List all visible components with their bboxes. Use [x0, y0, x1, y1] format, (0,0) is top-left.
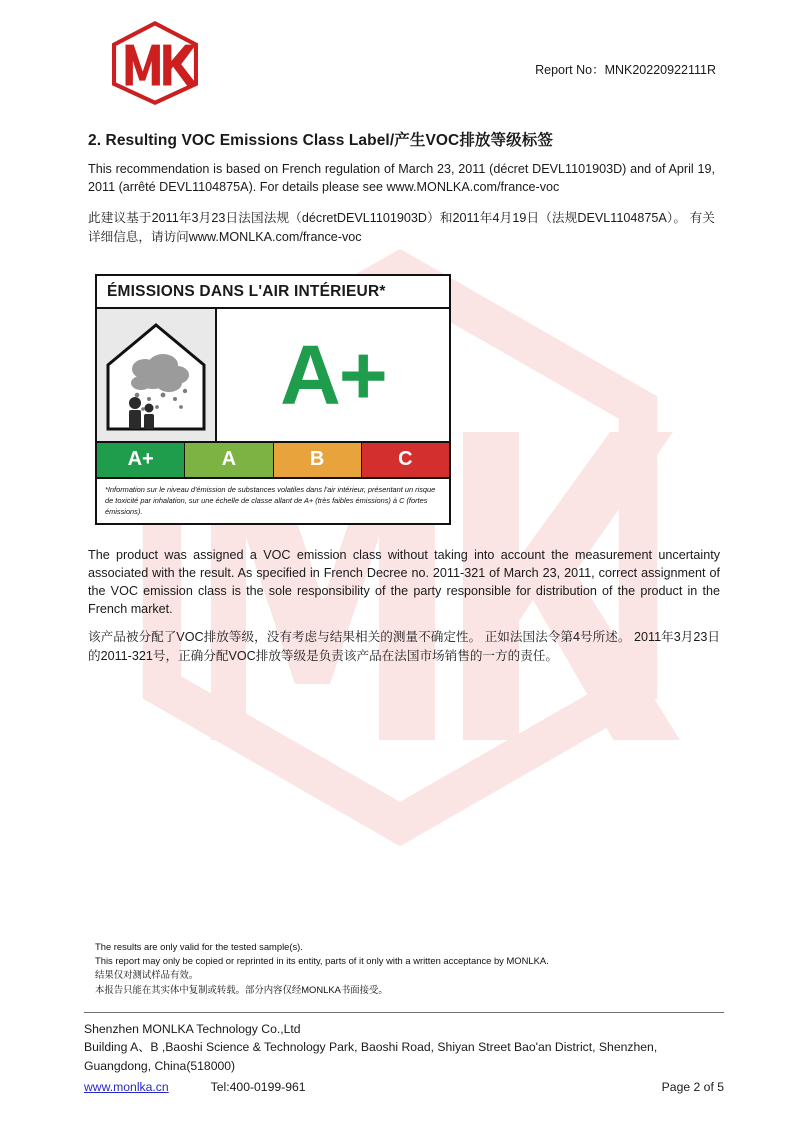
- footer-divider: [84, 1012, 724, 1013]
- footer-address: Building A、B ,Baoshi Science & Technology Park, Baoshi Road, Shiyan Street Bao'an District, Shenzhen, Guangdong, China(518000): [84, 1040, 658, 1073]
- scale-label: A+: [127, 448, 154, 471]
- emission-grade: [217, 309, 449, 441]
- report-number: [535, 60, 716, 78]
- scale-cell-a: [185, 443, 273, 477]
- emission-label-title: ÉMISSIONS DANS L'AIR INTÉRIEUR*: [97, 276, 449, 309]
- footer-company: Shenzhen MONLKA Technology Co.,Ltd: [84, 1022, 301, 1036]
- footer-page-number: Page 2 of 5: [661, 1079, 724, 1094]
- footnote-en-1: The results are only valid for the tested sample(s).: [95, 941, 303, 952]
- body-paragraph-cn: 该产品被分配了VOC排放等级，没有考虑与结果相关的测量不确定性。 正如法国法令第4号所述。 2011年3月23日的2011-321号，正确分配VOC排放等级是负责该产品在法国市场销售的一方的责任。: [88, 629, 720, 664]
- footnote-cn-2: 本报告只能在其实体中复制或转载。部分内容仅经MONLKA书面接受。: [95, 983, 388, 995]
- section-title: 2. Resulting VOC Emissions Class Label/产生VOC排放等级标签: [88, 132, 553, 149]
- emission-grade-value: A+: [280, 327, 386, 422]
- scale-label: A: [221, 448, 237, 471]
- emission-label: [95, 274, 451, 525]
- page-header: [0, 0, 800, 110]
- scale-cell-b: [274, 443, 362, 477]
- intro-paragraph-cn: 此建议基于2011年3月23日法国法规（décretDEVL1101903D）和2011年4月19日（法规DEVL1104875A）。 有关详细信息，请访问www.MONLKA.com/france-voc: [88, 210, 715, 245]
- scale-cell-c: [362, 443, 449, 477]
- footnote-cn-1: 结果仅对测试样品有效。: [95, 969, 199, 981]
- footnote-en-2: This report may only be copied or reprinted in its entity, parts of it only with a written acceptance by MONLKA.: [95, 955, 549, 967]
- page-footer: [0, 1012, 800, 1094]
- footer-contact-row: [84, 1080, 724, 1094]
- footer-website-link[interactable]: www.monlka.cn: [84, 1079, 169, 1094]
- emission-label-block: [95, 274, 455, 525]
- emission-scale: [97, 443, 449, 479]
- body-paragraph-en: The product was assigned a VOC emission class without taking into account the measurement uncertainty associated with the result. As specified in French Decree no. 2011-321 of March 23, 2011, correct assignment of the VOC emission class is the sole responsibility of the party responsible for distribution of the product in the French market.: [88, 548, 720, 616]
- emission-label-body: [97, 309, 449, 443]
- scale-label: C: [398, 448, 413, 471]
- intro-paragraph-en: This recommendation is based on French regulation of March 23, 2011 (décret DEVL1101903D) and of April 19, 2011 (arrêté DEVL1104875A). For details please see www.MONLKA.com/france-voc: [88, 162, 715, 194]
- footnotes: [95, 940, 715, 997]
- report-number-label: Report No：: [535, 63, 605, 77]
- footer-telephone: Tel:400-0199-961: [210, 1079, 306, 1094]
- company-logo-icon: [105, 20, 205, 106]
- report-number-value: MNK20220922111R: [604, 63, 716, 77]
- scale-label: B: [309, 448, 325, 471]
- house-emissions-icon: [97, 309, 217, 441]
- emission-label-footnote: *Information sur le niveau d'émission de substances volatiles dans l'air intérieur, présentant un risque de toxicité par inhalation, sur une échelle de classe allant de A+ (très faibles émissions) à C (fortes émissions).: [105, 484, 436, 516]
- scale-cell-a-plus: [97, 443, 185, 477]
